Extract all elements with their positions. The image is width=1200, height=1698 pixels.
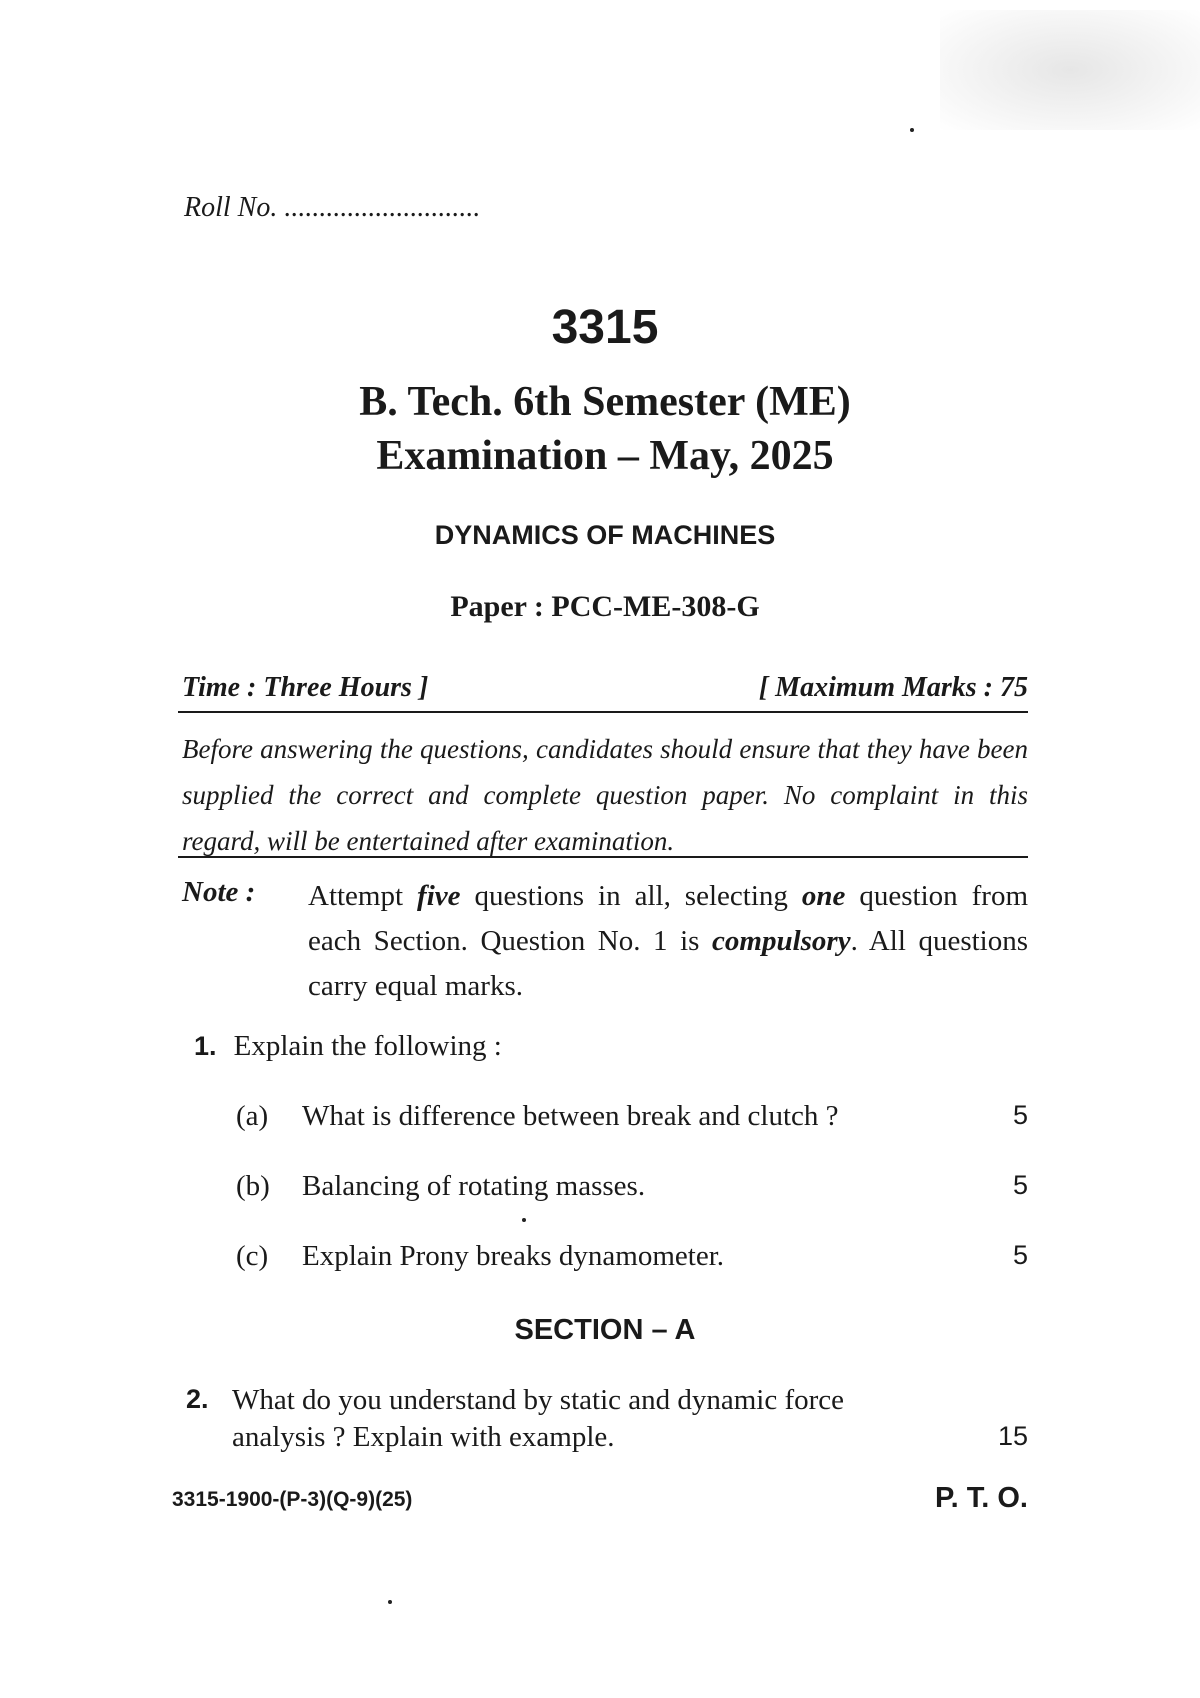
question-2 bbox=[186, 1384, 1028, 1454]
question-text-line1: What do you understand by static and dynamic force bbox=[232, 1384, 845, 1416]
part-label: (b) bbox=[236, 1170, 270, 1202]
scan-speck bbox=[910, 128, 914, 132]
paper-code: 3315 bbox=[551, 301, 659, 354]
maximum-marks: [ Maximum Marks : 75 bbox=[758, 672, 1028, 703]
footer-code: 3315-1900-(P-3)(Q-9)(25) bbox=[172, 1488, 413, 1511]
scan-smudge bbox=[940, 10, 1200, 130]
note-emphasis-one: one bbox=[801, 880, 846, 912]
candidate-instructions: Before answering the questions, candidates should ensure that they have been supplied the correct and complete question paper. No complaint in this regard, will be entertained after examination. bbox=[182, 734, 1028, 856]
scan-speck bbox=[388, 1600, 392, 1604]
section-heading: SECTION – A bbox=[514, 1314, 696, 1346]
time-allowed: Time : Three Hours ] bbox=[182, 672, 429, 703]
exam-title-line2: Examination – May, 2025 bbox=[376, 433, 834, 479]
part-label: (a) bbox=[236, 1100, 269, 1132]
part-text: Balancing of rotating masses. bbox=[302, 1170, 646, 1202]
pto-label: P. T. O. bbox=[935, 1482, 1028, 1514]
note-label: Note : bbox=[182, 876, 256, 908]
divider-bottom bbox=[178, 856, 1028, 858]
note-part: questions in all, selecting bbox=[460, 880, 802, 912]
question-1 bbox=[194, 1030, 502, 1063]
paper-id: Paper : PCC-ME-308-G bbox=[450, 590, 760, 623]
subject-title: DYNAMICS OF MACHINES bbox=[434, 520, 776, 550]
part-text: What is difference between break and clutch ? bbox=[302, 1100, 839, 1132]
part-marks: 5 bbox=[1012, 1240, 1028, 1270]
part-text: Explain Prony breaks dynamometer. bbox=[302, 1240, 725, 1272]
question-text-line2: analysis ? Explain with example. bbox=[232, 1421, 615, 1453]
time-marks-row bbox=[182, 672, 1028, 704]
question-text: Explain the following : bbox=[233, 1030, 502, 1062]
part-label: (c) bbox=[236, 1240, 269, 1272]
note-part: question from each Section. Question No. 1 is bbox=[308, 880, 1028, 957]
question-number: 1. bbox=[194, 1031, 217, 1061]
note-part: Attempt bbox=[308, 880, 418, 912]
scan-speck bbox=[522, 1218, 526, 1222]
part-marks: 5 bbox=[1012, 1100, 1028, 1130]
note-emphasis-compulsory: compulsory bbox=[712, 925, 851, 957]
question-1b bbox=[236, 1170, 1028, 1203]
question-1c bbox=[236, 1240, 1028, 1273]
exam-title-line1: B. Tech. 6th Semester (ME) bbox=[359, 379, 851, 425]
question-1a bbox=[236, 1100, 1028, 1133]
part-marks: 5 bbox=[1012, 1170, 1028, 1200]
divider-top bbox=[178, 711, 1028, 713]
question-number: 2. bbox=[186, 1384, 209, 1414]
note-emphasis-five: five bbox=[417, 880, 461, 912]
note-text bbox=[308, 874, 1028, 1009]
question-marks: 15 bbox=[997, 1421, 1028, 1451]
roll-number: Roll No. ............................ bbox=[184, 192, 481, 223]
note-part: . All questions carry equal marks. bbox=[308, 925, 1028, 1002]
